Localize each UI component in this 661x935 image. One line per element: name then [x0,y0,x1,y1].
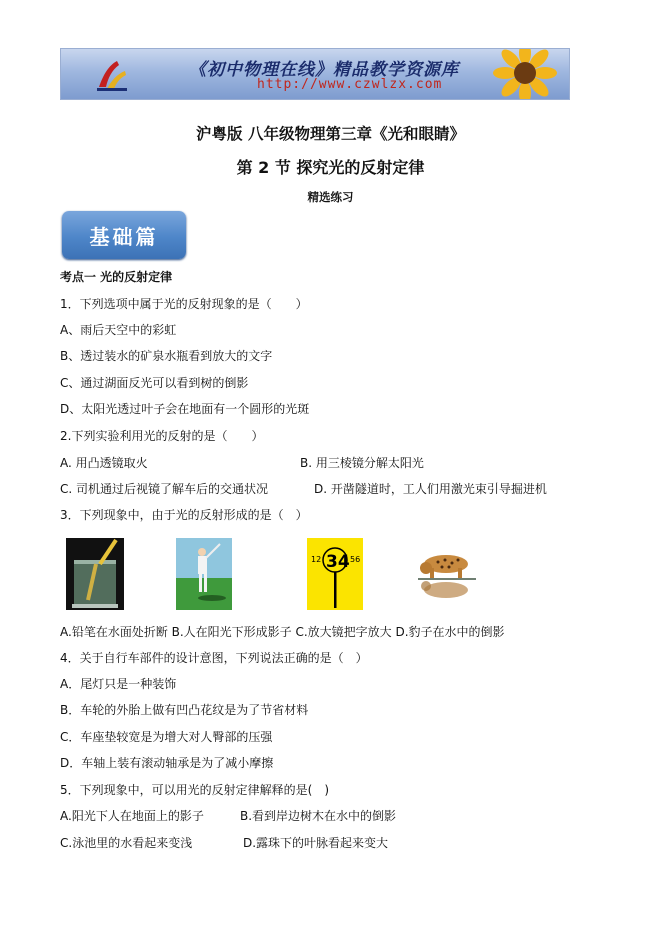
q5-option-a: A.阳光下人在地面上的影子 [60,809,204,823]
banner-title: 《初中物理在线》精品教学资源库 [189,60,459,80]
level-badge-label: 基础篇 [89,224,159,249]
q5-option-c: C.泳池里的水看起来变浅 [60,836,193,850]
magnifier-image [307,538,363,610]
sunflower-icon [489,48,559,100]
subtitle: 精选练习 [307,190,354,204]
q3-stem: 3．下列现象中，由于光的反射形成的是（ ） [60,508,308,522]
q1-option-c: C、通过湖面反光可以看到树的倒影 [60,376,249,390]
q5-stem: 5．下列现象中，可以用光的反射定律解释的是( ) [60,783,329,797]
q5-option-d: D.露珠下的叶脉看起来变大 [243,836,389,850]
q2-option-b: B. 用三棱镜分解太阳光 [300,456,424,470]
q4-option-d: D．车轴上装有滚动轴承是为了减小摩擦 [60,756,274,770]
q1-option-b: B、透过装水的矿泉水瓶看到放大的文字 [60,349,273,363]
q2-stem: 2.下列实验利用光的反射的是（ ） [60,429,264,443]
q4-stem: 4．关于自行车部件的设计意图，下列说法正确的是（ ） [60,651,368,665]
svg-text:34: 34 [326,552,350,572]
svg-text:56: 56 [350,555,361,564]
q2-option-a: A. 用凸透镜取火 [60,456,148,470]
q5-option-b: B.看到岸边树木在水中的倒影 [240,809,397,823]
q2-option-d: D. 开凿隧道时，工人们用激光束引导掘进机 [314,482,547,496]
q4-option-a: A．尾灯只是一种装饰 [60,677,177,691]
topic-heading: 考点一 光的反射定律 [60,270,173,284]
q1-option-d: D、太阳光透过叶子会在地面有一个圆形的光斑 [60,402,310,416]
q3-options: A.铅笔在水面处折断 B.人在阳光下形成影子 C.放大镜把字放大 D.豹子在水中的倒影 [60,625,505,639]
pencil-in-water-image [66,538,124,610]
leopard-reflection-image [418,538,476,610]
q4-option-c: C．车座垫较宽是为增大对人臀部的压强 [60,730,273,744]
banner-url[interactable]: http://www.czwlzx.com [257,77,443,92]
person-shadow-image [176,538,232,610]
q1-stem: 1．下列选项中属于光的反射现象的是（ ） [60,297,308,311]
svg-text:12: 12 [311,555,322,564]
section-title: 第 2 节 探究光的反射定律 [236,158,425,177]
document-title: 沪粤版 八年级物理第三章《光和眼睛》 [196,125,465,143]
level-badge [62,211,186,259]
q1-option-a: A、雨后天空中的彩虹 [60,323,177,337]
site-logo-icon [95,57,129,93]
q2-option-c: C. 司机通过后视镜了解车后的交通状况 [60,482,269,496]
header-banner [60,48,570,100]
q4-option-b: B．车轮的外胎上做有凹凸花纹是为了节省材料 [60,703,309,717]
